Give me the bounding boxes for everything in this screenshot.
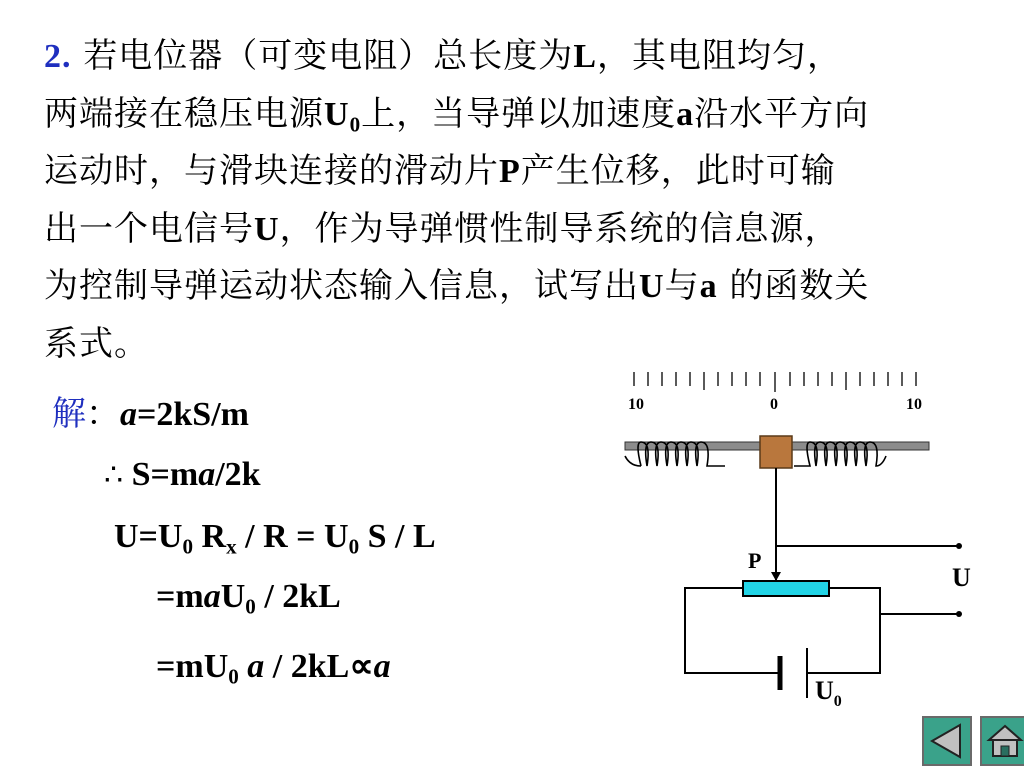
problem-line-3: 运动时，与滑块连接的滑动片P产生位移，此时可输: [44, 151, 836, 191]
accelerometer-diagram: [610, 360, 1000, 715]
slider-block: [760, 436, 792, 468]
solution-eq-3: $U=U_0$ $R_x / R = U_0$ S / L: [114, 518, 436, 559]
label-p: P: [748, 548, 762, 573]
problem-line-1: 2. 若电位器（可变电阻）总长度为L，其电阻均匀，: [44, 36, 842, 76]
label-u: U: [952, 563, 971, 592]
problem-line-6: 系式。: [44, 323, 149, 364]
solution-eq-4: =maU$_0$ / 2kL: [156, 578, 341, 619]
solution-eq-2: ∴ S=ma/2k: [104, 456, 261, 493]
scale-label-right: 10: [906, 396, 922, 413]
play-left-icon: [924, 718, 970, 764]
scale-ruler: [634, 372, 916, 392]
problem-text: [44, 28, 1004, 372]
scale-label-left: 10: [628, 396, 644, 413]
problem-line-2: 两端接在稳压电源$U_0$上，当导弹以加速度a沿水平方向: [44, 93, 870, 136]
problem-line-4: 出一个电信号U，作为导弹惯性制导系统的信息源，: [44, 208, 840, 249]
terminal-top: [956, 543, 962, 549]
terminal-bottom: [956, 611, 962, 617]
resistor: [743, 581, 829, 596]
scale-label-center: 0: [770, 396, 778, 413]
prev-slide-button[interactable]: [922, 716, 972, 766]
solution-eq-5: $=mU_0$ a / 2kL∝a: [156, 648, 391, 689]
solution-label: 解: [52, 394, 86, 434]
home-icon: [982, 718, 1024, 764]
pointer-arrow: [771, 572, 781, 581]
home-button[interactable]: [980, 716, 1024, 766]
problem-number: 2.: [44, 38, 72, 75]
solution-eq-1: 解：a=2kS/m: [52, 394, 249, 434]
problem-line-5: 为控制导弹运动状态输入信息，试写出U与a 的函数关: [44, 266, 870, 306]
label-u0: $U_0$: [815, 676, 842, 710]
